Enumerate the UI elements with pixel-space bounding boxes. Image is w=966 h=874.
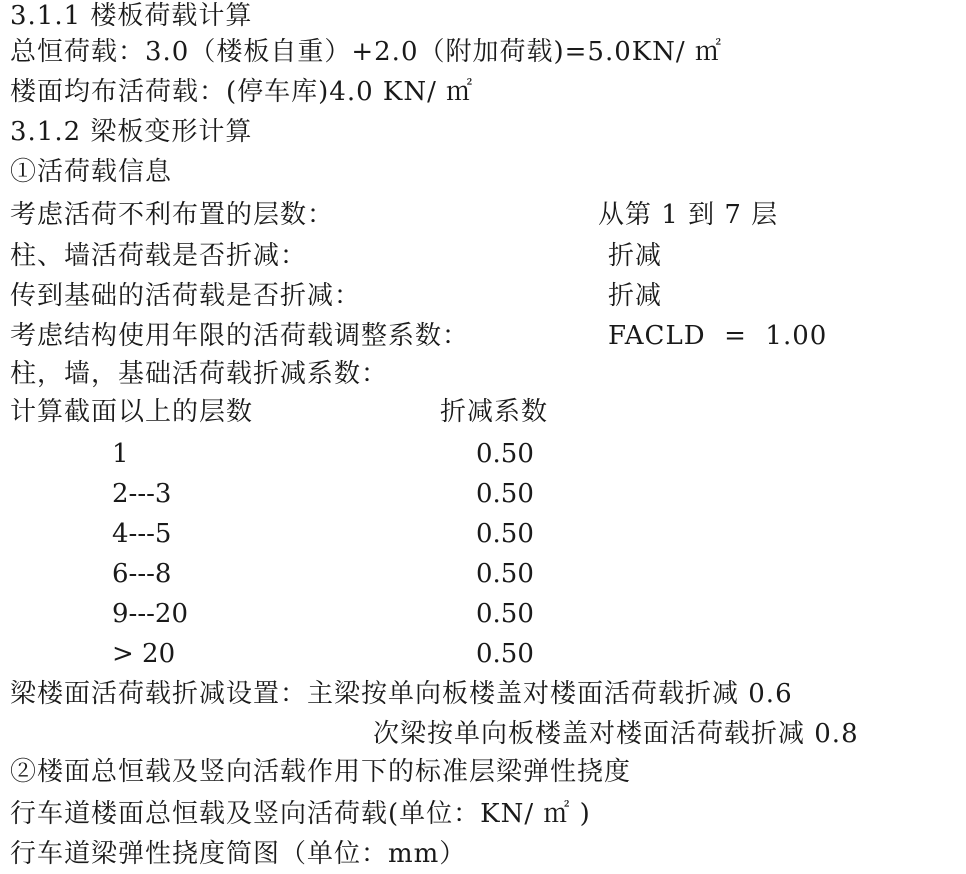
row-floors: > 20 xyxy=(112,639,176,669)
row-factor: 0.50 xyxy=(476,639,534,669)
col-wall-value: 折减 xyxy=(608,241,663,271)
reduction-factor-title: 柱，墙，基础活荷载折减系数： xyxy=(10,359,389,389)
row-floors: 2---3 xyxy=(112,479,172,509)
col-wall-label: 柱、墙活荷载是否折减： xyxy=(10,241,308,271)
facld-value: FACLD = 1.00 xyxy=(608,321,828,351)
row-floors: 1 xyxy=(112,439,129,469)
section-3-1-2-title: 3.1.2 梁板变形计算 xyxy=(10,117,253,147)
layers-label: 考虑活荷不利布置的层数： xyxy=(10,200,335,230)
foundation-label: 传到基础的活荷载是否折减： xyxy=(10,281,362,311)
live-load-info-title: ①活荷载信息 xyxy=(10,157,173,187)
live-load-line: 楼面均布活荷载：(停车库)4.0 KN/ ㎡ xyxy=(10,77,474,107)
layers-value: 从第 1 到 7 层 xyxy=(598,200,779,230)
table-row xyxy=(0,554,966,594)
row-factor: 0.50 xyxy=(476,479,534,509)
row-factor: 0.50 xyxy=(476,599,534,629)
row-floors: 9---20 xyxy=(112,599,188,629)
deflection-title: ②楼面总恒载及竖向活载作用下的标准层梁弹性挠度 xyxy=(10,757,632,787)
dead-load-line: 总恒荷载：3.0（楼板自重）+2.0（附加荷载)=5.0KN/ ㎡ xyxy=(10,37,722,67)
header-floors: 计算截面以上的层数 xyxy=(10,397,254,427)
foundation-value: 折减 xyxy=(608,281,663,311)
row-floors: 4---5 xyxy=(112,519,172,549)
row-floors: 6---8 xyxy=(112,559,172,589)
row-factor: 0.50 xyxy=(476,559,534,589)
table-row xyxy=(0,634,966,674)
header-factor: 折减系数 xyxy=(440,397,549,427)
facld-label: 考虑结构使用年限的活荷载调整系数： xyxy=(10,321,470,351)
table-row xyxy=(0,514,966,554)
section-3-1-1-title: 3.1.1 楼板荷载计算 xyxy=(10,1,253,31)
lane-deflection-caption: 行车道梁弹性挠度简图（单位：mm） xyxy=(10,839,467,869)
row-factor: 0.50 xyxy=(476,519,534,549)
table-row xyxy=(0,474,966,514)
row-factor: 0.50 xyxy=(476,439,534,469)
table-row xyxy=(0,594,966,634)
beam-reduction-main: 梁楼面活荷载折减设置：主梁按单向板楼盖对楼面活荷载折减 0.6 xyxy=(10,679,793,709)
beam-reduction-secondary: 次梁按单向板楼盖对楼面活荷载折减 0.8 xyxy=(373,719,859,749)
table-row xyxy=(0,434,966,474)
lane-load-caption: 行车道楼面总恒载及竖向活荷载(单位：KN/ ㎡ ) xyxy=(10,799,591,829)
